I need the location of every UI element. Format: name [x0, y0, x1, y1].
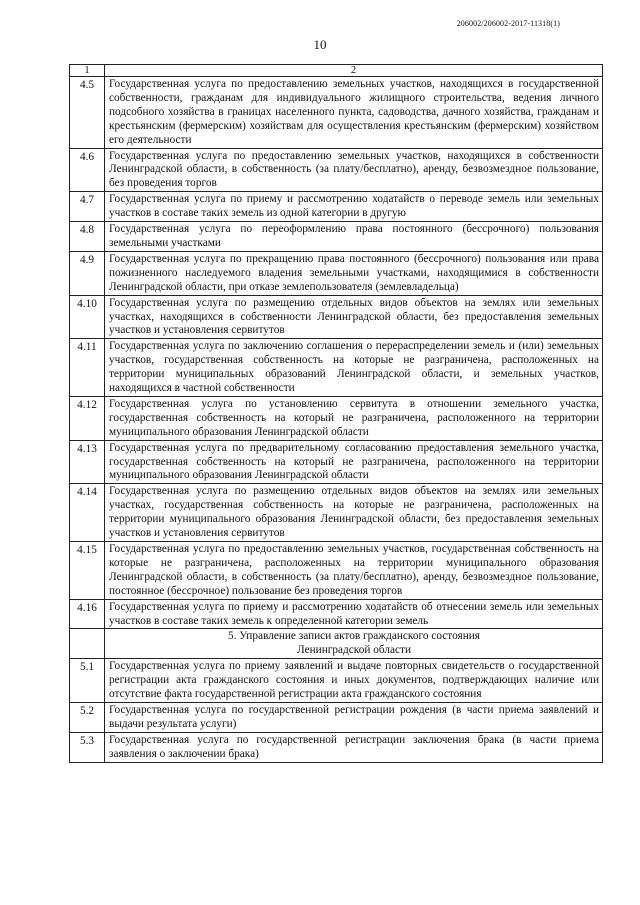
table-row	[70, 702, 603, 732]
table-row	[70, 192, 603, 222]
row-number: 4.9	[70, 251, 105, 295]
table-row	[70, 295, 603, 339]
row-number: 4.11	[70, 339, 105, 397]
row-text: Государственная услуга по предоставлению земельных участков, находящихся в собственности Ленинградской области, в собственность (за плату/бесплатно), аренду, безвозмездное пользование, без проведения торгов	[105, 148, 603, 192]
row-number: 4.12	[70, 396, 105, 440]
services-table	[69, 64, 603, 763]
section-empty-cell	[70, 629, 105, 659]
row-number: 4.16	[70, 599, 105, 629]
row-number: 5.2	[70, 702, 105, 732]
row-number: 4.14	[70, 484, 105, 542]
section-title-line-1: 5. Управление записи актов гражданского состояния	[227, 630, 480, 643]
row-text: Государственная услуга по переоформлению права постоянного (бессрочного) пользования земельными участками	[105, 222, 603, 252]
section-header-row	[70, 629, 603, 659]
page-number: 10	[313, 37, 327, 52]
row-text: Государственная услуга по предоставлению земельных участков, находящихся в государственной собственности, гражданам для индивидуального жилищного строительства, ведения личного подсобного хозяйства в границах населенного пункта, садоводства, дачного хозяйства, гражданам и крестьянским (фермерским) хозяйствам для осуществления крестьянским (фермерским) хозяйством его деятельности	[105, 77, 603, 149]
row-text: Государственная услуга по установлению сервитута в отношении земельного участка, государственная собственность на который не разграничена, расположенного на территории муниципального образования Ленинградской области	[105, 396, 603, 440]
table-header-row	[70, 65, 603, 77]
row-text: Государственная услуга по приему и рассмотрению ходатайств об отнесении земель или земельных участков в составе таких земель к определенной категории земель	[105, 599, 603, 629]
row-text: Государственная услуга по приему и рассмотрению ходатайств о переводе земель или земельных участков в составе таких земель из одной категории в другую	[105, 192, 603, 222]
table-row	[70, 148, 603, 192]
table-row	[70, 542, 603, 600]
table-row	[70, 484, 603, 542]
row-text: Государственная услуга по размещению отдельных видов объектов на землях или земельных участках, находящихся в собственности Ленинградской области, без предоставления земельных участков и установления сервитутов	[105, 295, 603, 339]
row-number: 4.7	[70, 192, 105, 222]
header-col-1: 1	[70, 65, 105, 77]
table-row	[70, 77, 603, 149]
section-title	[105, 629, 603, 659]
row-number: 4.5	[70, 77, 105, 149]
row-number: 4.10	[70, 295, 105, 339]
row-text: Государственная услуга по государственной регистрации рождения (в части приема заявлений и выдачи результата услуги)	[105, 702, 603, 732]
row-number: 4.8	[70, 222, 105, 252]
table-row	[70, 251, 603, 295]
row-number: 4.13	[70, 440, 105, 484]
row-number: 5.1	[70, 659, 105, 703]
table-row	[70, 440, 603, 484]
table-row	[70, 732, 603, 762]
row-text: Государственная услуга по размещению отдельных видов объектов на землях или земельных участках, государственная собственность на которые не разграничена, расположенных на территории муниципального образования Ленинградской области, без предоставления земельных участков и установления сервитутов	[105, 484, 603, 542]
row-text: Государственная услуга по предоставлению земельных участков, государственная собственность на которые не разграничена, расположенных на территории муниципального образования Ленинградской области, в собственность (за плату/бесплатно), аренду, безвозмездное пользование, постоянное (бессрочное) пользование без проведения торгов	[105, 542, 603, 600]
row-text: Государственная услуга по приему заявлений и выдаче повторных свидетельств о государственной регистрации акта гражданского состояния и иных документов, подтверждающих наличие или отсутствие факта государственной регистрации акта гражданского состояния	[105, 659, 603, 703]
table-row	[70, 396, 603, 440]
row-text: Государственная услуга по заключению соглашения о перераспределении земель и (или) земельных участков, государственная собственность на которые не разграничена, расположенных на территории муниципальных образований Ленинградской области, и земельных участков, находящихся в частной собственности	[105, 339, 603, 397]
row-text: Государственная услуга по предварительному согласованию предоставления земельного участка, государственная собственность на который не разграничена, расположенного на территории муниципального образования Ленинградской области	[105, 440, 603, 484]
table-row	[70, 339, 603, 397]
section-title-line-2: Ленинградской области	[297, 644, 411, 657]
header-col-2: 2	[105, 65, 603, 77]
row-text: Государственная услуга по прекращению права постоянного (бессрочного) пользования или права пожизненного наследуемого владения земельными участками, находящимися в собственности Ленинградской области, при отказе землепользователя (землевладельца)	[105, 251, 603, 295]
row-number: 5.3	[70, 732, 105, 762]
table-row	[70, 659, 603, 703]
row-number: 4.6	[70, 148, 105, 192]
table-row	[70, 599, 603, 629]
table-row	[70, 222, 603, 252]
row-number: 4.15	[70, 542, 105, 600]
row-text: Государственная услуга по государственной регистрации заключения брака (в части приема заявления о заключении брака)	[105, 732, 603, 762]
document-id: 206002/206002-2017-11318(1)	[456, 19, 560, 28]
